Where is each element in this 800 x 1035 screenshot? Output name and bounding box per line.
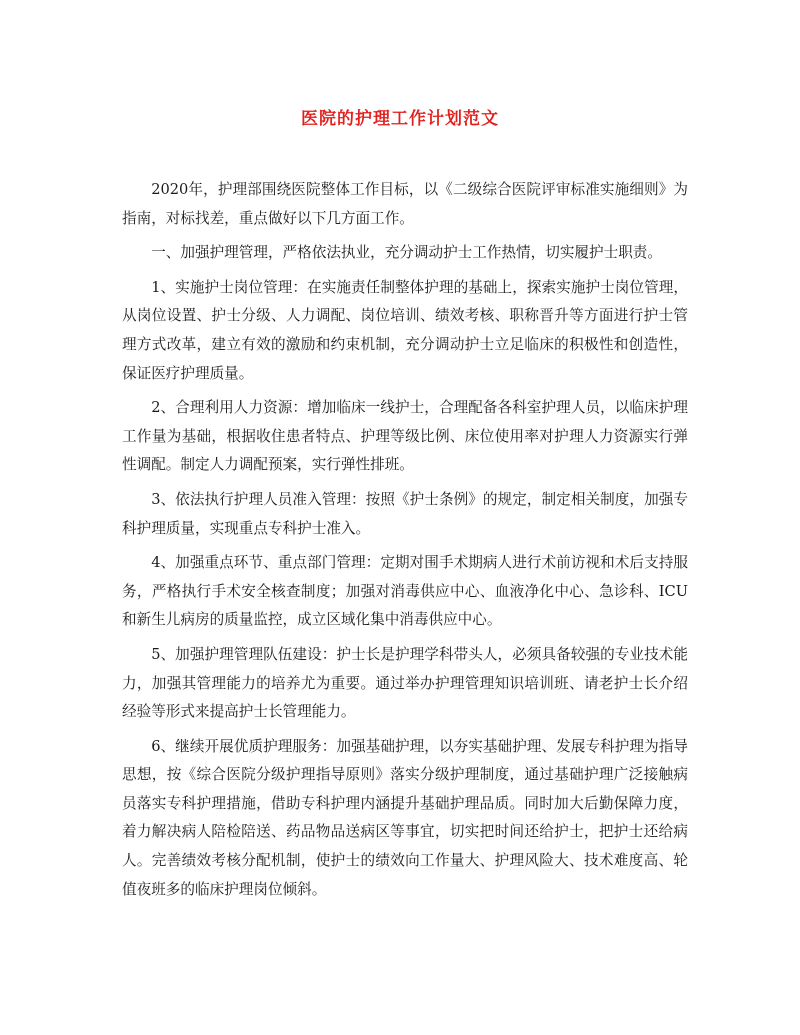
section-heading-1: 一、加强护理管理，严格依法执业，充分调动护士工作热情，切实履护士职责。 [151, 244, 662, 262]
paragraph-item-2: 2、合理利用人力资源：增加临床一线护士，合理配备各科室护理人员，以临床护理工作量为基础，根据收住患者特点、护理等级比例、床位使用率对护理人力资源实行弹性调配。制定人力调配预案，实行弹性排班。 [122, 399, 688, 474]
paragraph-item-3: 3、依法执行护理人员准入管理：按照《护士条例》的规定，制定相关制度，加强专科护理质量，实现重点专科护士准入。 [122, 490, 688, 537]
paragraph-item-5: 5、加强护理管理队伍建设：护士长是护理学科带头人，必须具备较强的专业技术能力，加强其管理能力的培养尤为重要。通过举办护理管理知识培训班、请老护士长介绍经验等形式来提高护士长管理能力。 [122, 645, 688, 721]
paragraph-item-6: 6、继续开展优质护理服务：加强基础护理，以夯实基础护理、发展专科护理为指导思想，按《综合医院分级护理指导原则》落实分级护理制度，通过基础护理广泛接触病员落实专科护理措施，借助专科护理内涵提升基础护理品质。同时加大后勤保障力度，着力解决病人陪检陪送、药品物品送病区等事宜，切实把时间还给护士，把护士还给病人。完善绩效考核分配机制，使护士的绩效向工作量大、护理风险大、技术难度高、轮值夜班多的临床护理岗位倾斜。 [122, 737, 688, 898]
paragraph-item-4: 4、加强重点环节、重点部门管理：定期对围手术期病人进行术前访视和术后支持服务，严格执行手术安全核查制度；加强对消毒供应中心、血液净化中心、急诊科、ICU和新生儿病房的质量监控，成立区域化集中消毒供应中心。 [122, 554, 688, 629]
paragraph-item-1: 1、实施护士岗位管理：在实施责任制整体护理的基础上，探索实施护士岗位管理，从岗位设置、护士分级、人力调配、岗位培训、绩效考核、职称晋升等方面进行护士管理方式改革，建立有效的激励和约束机制，充分调动护士立足临床的积极性和创造性，保证医疗护理质量。 [122, 278, 688, 382]
document-body [122, 176, 688, 910]
document-title: 医院的护理工作计划范文 [301, 109, 499, 129]
paragraph-intro: 2020年，护理部围绕医院整体工作目标，以《二级综合医院评审标准实施细则》为指南，对标找差，重点做好以下几方面工作。 [122, 181, 688, 227]
